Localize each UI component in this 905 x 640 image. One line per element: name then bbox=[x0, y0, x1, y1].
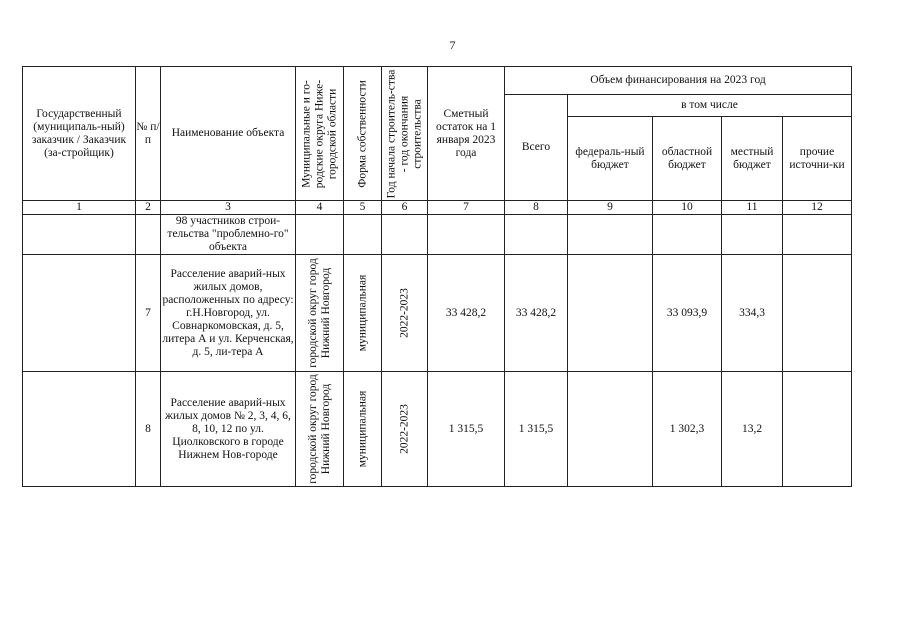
cell-total: 1 315,5 bbox=[505, 372, 568, 487]
column-number: 6 bbox=[382, 201, 428, 215]
column-number: 7 bbox=[428, 201, 505, 215]
cell-object-name: 98 участников строи-тельства "проблемно-го" объекта bbox=[161, 215, 296, 255]
header-federal: федераль-ный бюджет bbox=[568, 117, 653, 201]
table-row bbox=[23, 255, 852, 372]
cell-regional: 33 093,9 bbox=[653, 255, 722, 372]
column-number: 10 bbox=[653, 201, 722, 215]
cell-regional bbox=[653, 215, 722, 255]
cell-estimate: 33 428,2 bbox=[428, 255, 505, 372]
header-customer: Государственный (муниципаль-ный) заказчик / Заказчик (за-стройщик) bbox=[23, 67, 136, 201]
cell-local bbox=[722, 215, 783, 255]
cell-federal bbox=[568, 372, 653, 487]
column-number: 2 bbox=[136, 201, 161, 215]
header-regional: областной бюджет bbox=[653, 117, 722, 201]
cell-object-name: Расселение аварий-ных жилых домов № 2, 3, 4, 6, 8, 10, 12 по ул. Циолковского в городе Нижнем Нов-городе bbox=[161, 372, 296, 487]
cell-total: 33 428,2 bbox=[505, 255, 568, 372]
table-row bbox=[23, 215, 852, 255]
financing-table bbox=[22, 66, 852, 487]
header-municipality: Муниципальные и го-родские округа Ниже-городской области bbox=[296, 67, 344, 201]
header-ownership: Форма собственности bbox=[344, 67, 382, 201]
table-row bbox=[23, 372, 852, 487]
cell-customer bbox=[23, 372, 136, 487]
column-number: 5 bbox=[344, 201, 382, 215]
header-local: местный бюджет bbox=[722, 117, 783, 201]
cell-municipality: городской округ город Нижний Новгород bbox=[296, 255, 344, 372]
column-number: 4 bbox=[296, 201, 344, 215]
cell-other bbox=[783, 372, 852, 487]
header-funding-2023: Объем финансирования на 2023 год bbox=[505, 67, 852, 95]
column-number: 3 bbox=[161, 201, 296, 215]
header-num: № п/п bbox=[136, 67, 161, 201]
header-including: в том числе bbox=[568, 95, 852, 117]
header-other: прочие источни-ки bbox=[783, 117, 852, 201]
column-number: 9 bbox=[568, 201, 653, 215]
cell-local: 13,2 bbox=[722, 372, 783, 487]
cell-federal bbox=[568, 255, 653, 372]
cell-num: 7 bbox=[136, 255, 161, 372]
header-estimate-balance: Сметный остаток на 1 января 2023 года bbox=[428, 67, 505, 201]
cell-other bbox=[783, 255, 852, 372]
cell-other bbox=[783, 215, 852, 255]
cell-municipality bbox=[296, 215, 344, 255]
cell-customer bbox=[23, 255, 136, 372]
column-number: 12 bbox=[783, 201, 852, 215]
cell-customer bbox=[23, 215, 136, 255]
cell-federal bbox=[568, 215, 653, 255]
cell-total bbox=[505, 215, 568, 255]
page-number: 7 bbox=[449, 38, 456, 52]
cell-ownership: муниципальная bbox=[344, 255, 382, 372]
cell-ownership: муниципальная bbox=[344, 372, 382, 487]
cell-ownership bbox=[344, 215, 382, 255]
header-total: Всего bbox=[505, 95, 568, 201]
cell-estimate: 1 315,5 bbox=[428, 372, 505, 487]
cell-estimate bbox=[428, 215, 505, 255]
cell-object-name: Расселение аварий-ных жилых домов, расположенных по адресу: г.Н.Новгород, ул. Совнаркомовская, д. 5, литера А и ул. Керченская, д. 5, ли-тера А bbox=[161, 255, 296, 372]
cell-years: 2022-2023 bbox=[382, 372, 428, 487]
cell-regional: 1 302,3 bbox=[653, 372, 722, 487]
cell-num bbox=[136, 215, 161, 255]
column-number: 1 bbox=[23, 201, 136, 215]
column-number: 11 bbox=[722, 201, 783, 215]
header-years: Год начала строитель-ства - год окончания строительства bbox=[382, 67, 428, 201]
header-object-name: Наименование объекта bbox=[161, 67, 296, 201]
cell-municipality: городской округ город Нижний Новгород bbox=[296, 372, 344, 487]
cell-years: 2022-2023 bbox=[382, 255, 428, 372]
column-number: 8 bbox=[505, 201, 568, 215]
cell-local: 334,3 bbox=[722, 255, 783, 372]
cell-years bbox=[382, 215, 428, 255]
column-numbers-row bbox=[23, 201, 852, 215]
cell-num: 8 bbox=[136, 372, 161, 487]
